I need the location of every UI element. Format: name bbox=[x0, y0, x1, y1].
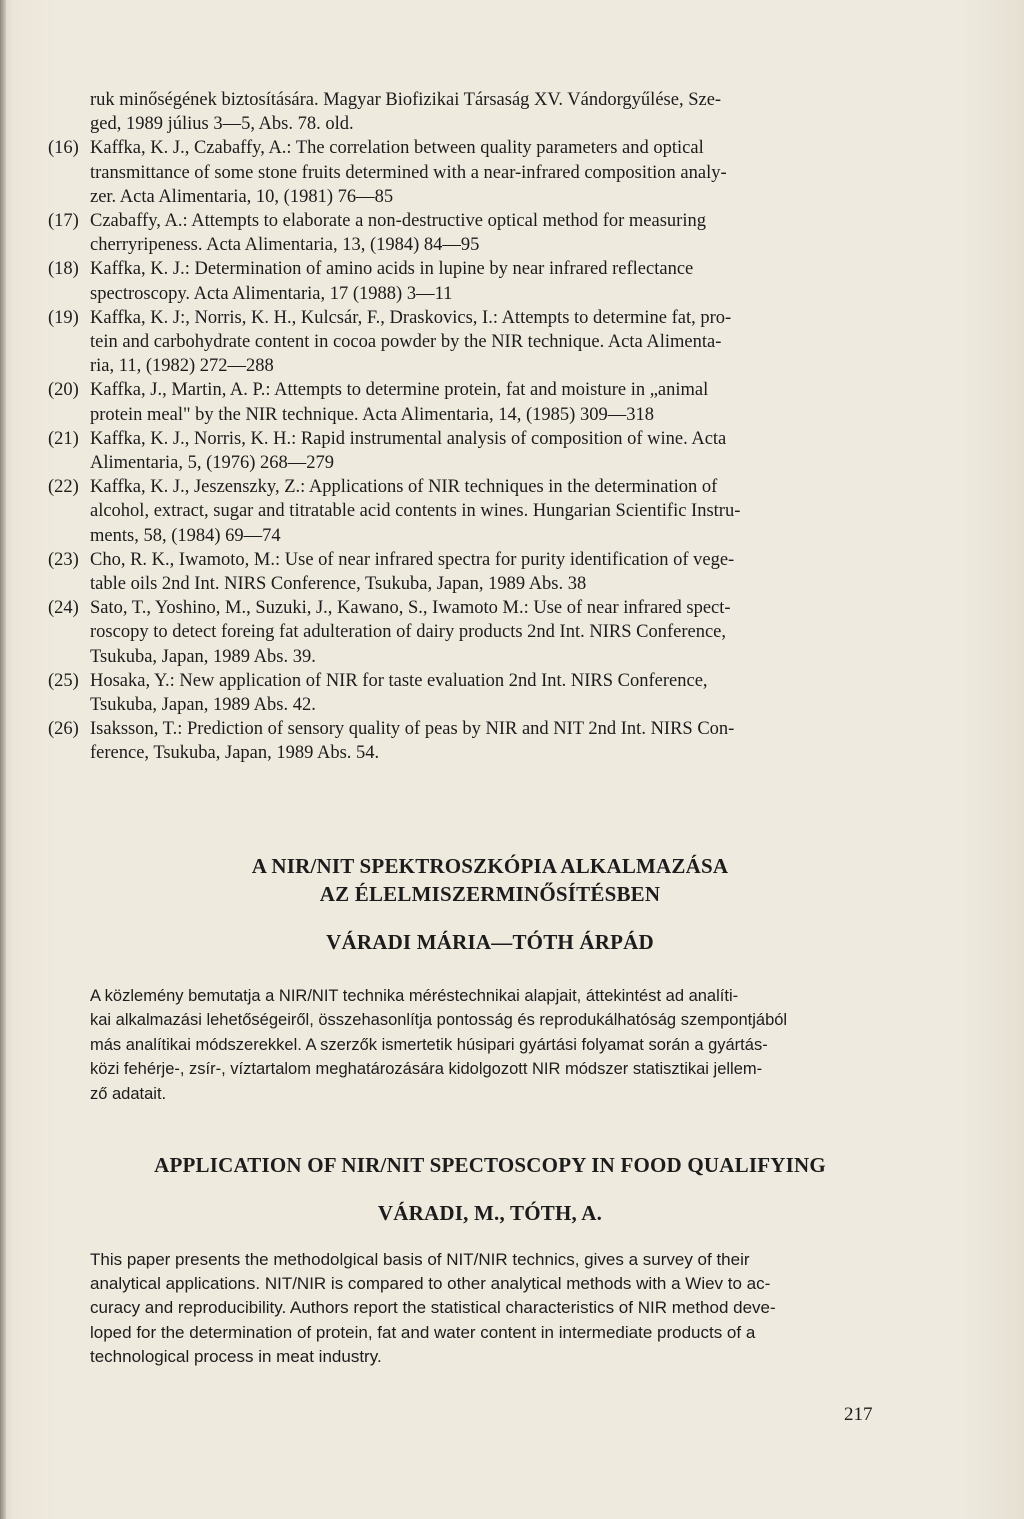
reference-line bbox=[48, 717, 868, 741]
abstract-line: This paper presents the methodolgical basis of NIT/NIR technics, gives a survey of their bbox=[90, 1250, 750, 1269]
reference-number bbox=[48, 524, 90, 548]
reference-line bbox=[48, 524, 868, 548]
reference-line bbox=[48, 378, 868, 402]
reference-number bbox=[48, 161, 90, 185]
abstract-line: curacy and reproducibility. Authors report the statistical characteristics of NIR method deve- bbox=[90, 1298, 776, 1318]
reference-text: roscopy to detect foreing fat adulteration of dairy products 2nd Int. NIRS Conference, bbox=[90, 622, 727, 643]
reference-text: table oils 2nd Int. NIRS Conference, Tsukuba, Japan, 1989 Abs. 38 bbox=[90, 574, 587, 595]
reference-list bbox=[48, 88, 868, 766]
abstract-line: analytical applications. NIT/NIR is compared to other analytical methods with a Wiev to ac- bbox=[90, 1274, 771, 1294]
reference-number: (22) bbox=[48, 477, 79, 498]
reference-line bbox=[48, 306, 868, 330]
abstract-line: ző adatait. bbox=[90, 1084, 167, 1103]
page-number: 217 bbox=[844, 1404, 873, 1425]
reference-text: Tsukuba, Japan, 1989 Abs. 39. bbox=[90, 646, 316, 667]
reference-number: (18) bbox=[48, 259, 79, 280]
reference-text: alcohol, extract, sugar and titratable acid contents in wines. Hungarian Scientific Instru- bbox=[90, 501, 741, 522]
reference-number bbox=[48, 185, 90, 209]
hungarian-title-line-1: A NIR/NIT SPEKTROSZKÓPIA ALKALMAZÁSA bbox=[251, 854, 729, 878]
reference-line bbox=[48, 233, 868, 257]
english-abstract bbox=[90, 1248, 886, 1369]
reference-line bbox=[48, 427, 868, 451]
reference-number: (24) bbox=[48, 598, 79, 619]
reference-number bbox=[48, 88, 90, 112]
reference-line bbox=[48, 499, 868, 523]
reference-text: Sato, T., Yoshino, M., Suzuki, J., Kawano, S., Iwamoto M.: Use of near infrared spect- bbox=[90, 598, 731, 619]
reference-line bbox=[48, 88, 868, 112]
reference-line bbox=[48, 451, 868, 475]
reference-number: (25) bbox=[48, 670, 79, 691]
reference-line bbox=[48, 209, 868, 233]
abstract-line: A közlemény bemutatja a NIR/NIT technika méréstechnikai alapjait, áttekintést ad analíti- bbox=[90, 987, 739, 1005]
reference-line bbox=[48, 403, 868, 427]
reference-text: protein meal" by the NIR technique. Acta Alimentaria, 14, (1985) 309—318 bbox=[90, 404, 654, 425]
hungarian-title-line-2: AZ ÉLELMISZERMINŐSÍTÉSBEN bbox=[319, 882, 661, 906]
reference-number bbox=[48, 403, 90, 427]
reference-line bbox=[48, 185, 868, 209]
reference-line bbox=[48, 282, 868, 306]
reference-text: ruk minőségének biztosítására. Magyar Biofizikai Társaság XV. Vándorgyűlése, Sze- bbox=[90, 90, 722, 110]
reference-number bbox=[48, 451, 90, 475]
reference-number: (26) bbox=[48, 719, 79, 740]
reference-line bbox=[48, 475, 868, 499]
reference-number bbox=[48, 693, 90, 717]
reference-text: Kaffka, K. J., Norris, K. H.: Rapid instrumental analysis of composition of wine. Acta bbox=[90, 428, 727, 449]
reference-text: Tsukuba, Japan, 1989 Abs. 42. bbox=[90, 695, 316, 716]
reference-text: ged, 1989 július 3—5, Abs. 78. old. bbox=[90, 114, 354, 135]
reference-number bbox=[48, 572, 90, 596]
reference-text: Kaffka, K. J., Jeszenszky, Z.: Applications of NIR techniques in the determination of bbox=[90, 477, 718, 498]
reference-text: Alimentaria, 5, (1976) 268—279 bbox=[90, 453, 335, 474]
reference-text: Czabaffy, A.: Attempts to elaborate a non-destructive optical method for measuring bbox=[90, 211, 706, 232]
reference-line bbox=[48, 572, 868, 596]
reference-text: Hosaka, Y.: New application of NIR for taste evaluation 2nd Int. NIRS Conference, bbox=[90, 670, 708, 691]
english-title: APPLICATION OF NIR/NIT SPECTOSCOPY IN FOOD QUALIFYING bbox=[154, 1153, 826, 1177]
reference-text: zer. Acta Alimentaria, 10, (1981) 76—85 bbox=[90, 186, 394, 207]
reference-text: Kaffka, K. J:, Norris, K. H., Kulcsár, F., Draskovics, I.: Attempts to determine fat, pro- bbox=[90, 307, 732, 328]
reference-text: Kaffka, K. J., Czabaffy, A.: The correlation between quality parameters and optical bbox=[90, 138, 704, 159]
hungarian-authors: VÁRADI MÁRIA—TÓTH ÁRPÁD bbox=[326, 930, 654, 954]
reference-text: Kaffka, K. J.: Determination of amino acids in lupine by near infrared reflectance bbox=[90, 259, 694, 280]
reference-number: (20) bbox=[48, 380, 79, 401]
abstract-line: közi fehérje-, zsír-, víztartalom meghatározására kidolgozott NIR módszer statisztikai jellem- bbox=[90, 1060, 763, 1079]
hungarian-abstract bbox=[90, 984, 886, 1106]
reference-line bbox=[48, 693, 868, 717]
reference-text: cherryripeness. Acta Alimentaria, 13, (1984) 84—95 bbox=[90, 235, 480, 256]
reference-line bbox=[48, 620, 868, 644]
reference-text: ments, 58, (1984) 69—74 bbox=[90, 525, 281, 546]
reference-number: (23) bbox=[48, 549, 79, 570]
reference-number: (16) bbox=[48, 138, 79, 159]
reference-number bbox=[48, 112, 90, 136]
page-edge bbox=[0, 0, 6, 1519]
reference-number bbox=[48, 282, 90, 306]
reference-number: (19) bbox=[48, 307, 79, 328]
reference-line bbox=[48, 257, 868, 281]
reference-line bbox=[48, 596, 868, 620]
reference-line bbox=[48, 112, 868, 136]
reference-number: (21) bbox=[48, 428, 79, 449]
reference-text: ference, Tsukuba, Japan, 1989 Abs. 54. bbox=[90, 743, 380, 764]
reference-number bbox=[48, 330, 90, 354]
reference-number bbox=[48, 645, 90, 669]
reference-line bbox=[48, 161, 868, 185]
abstract-line: más analítikai módszerekkel. A szerzők ismertetik húsipari gyártási folyamat során a gyártás- bbox=[90, 1035, 768, 1054]
reference-line bbox=[48, 136, 868, 160]
abstract-line: kai alkalmazási lehetőségeiről, összehasonlítja pontosság és reprodukálhatóság szempontjából bbox=[90, 1011, 788, 1030]
reference-line bbox=[48, 330, 868, 354]
reference-line bbox=[48, 645, 868, 669]
reference-line bbox=[48, 741, 868, 765]
reference-line bbox=[48, 548, 868, 572]
abstract-line: loped for the determination of protein, fat and water content in intermediate products of a bbox=[90, 1322, 756, 1342]
reference-text: spectroscopy. Acta Alimentaria, 17 (1988) 3—11 bbox=[90, 283, 453, 304]
reference-line bbox=[48, 669, 868, 693]
reference-number bbox=[48, 499, 90, 523]
english-authors: VÁRADI, M., TÓTH, A. bbox=[377, 1201, 603, 1225]
reference-text: Kaffka, J., Martin, A. P.: Attempts to determine protein, fat and moisture in „animal bbox=[90, 380, 709, 401]
reference-text: Isaksson, T.: Prediction of sensory quality of peas by NIR and NIT 2nd Int. NIRS Con- bbox=[90, 719, 735, 740]
reference-number bbox=[48, 233, 90, 257]
reference-text: transmittance of some stone fruits determined with a near-infrared composition analy- bbox=[90, 162, 727, 183]
reference-line bbox=[48, 354, 868, 378]
reference-number bbox=[48, 620, 90, 644]
reference-number bbox=[48, 741, 90, 765]
reference-text: ria, 11, (1982) 272—288 bbox=[90, 356, 274, 377]
reference-number bbox=[48, 354, 90, 378]
reference-text: Cho, R. K., Iwamoto, M.: Use of near infrared spectra for purity identification of vege- bbox=[90, 549, 735, 570]
reference-number: (17) bbox=[48, 211, 79, 232]
reference-text: tein and carbohydrate content in cocoa powder by the NIR technique. Acta Alimenta- bbox=[90, 332, 722, 353]
abstract-line: technological process in meat industry. bbox=[90, 1346, 382, 1366]
